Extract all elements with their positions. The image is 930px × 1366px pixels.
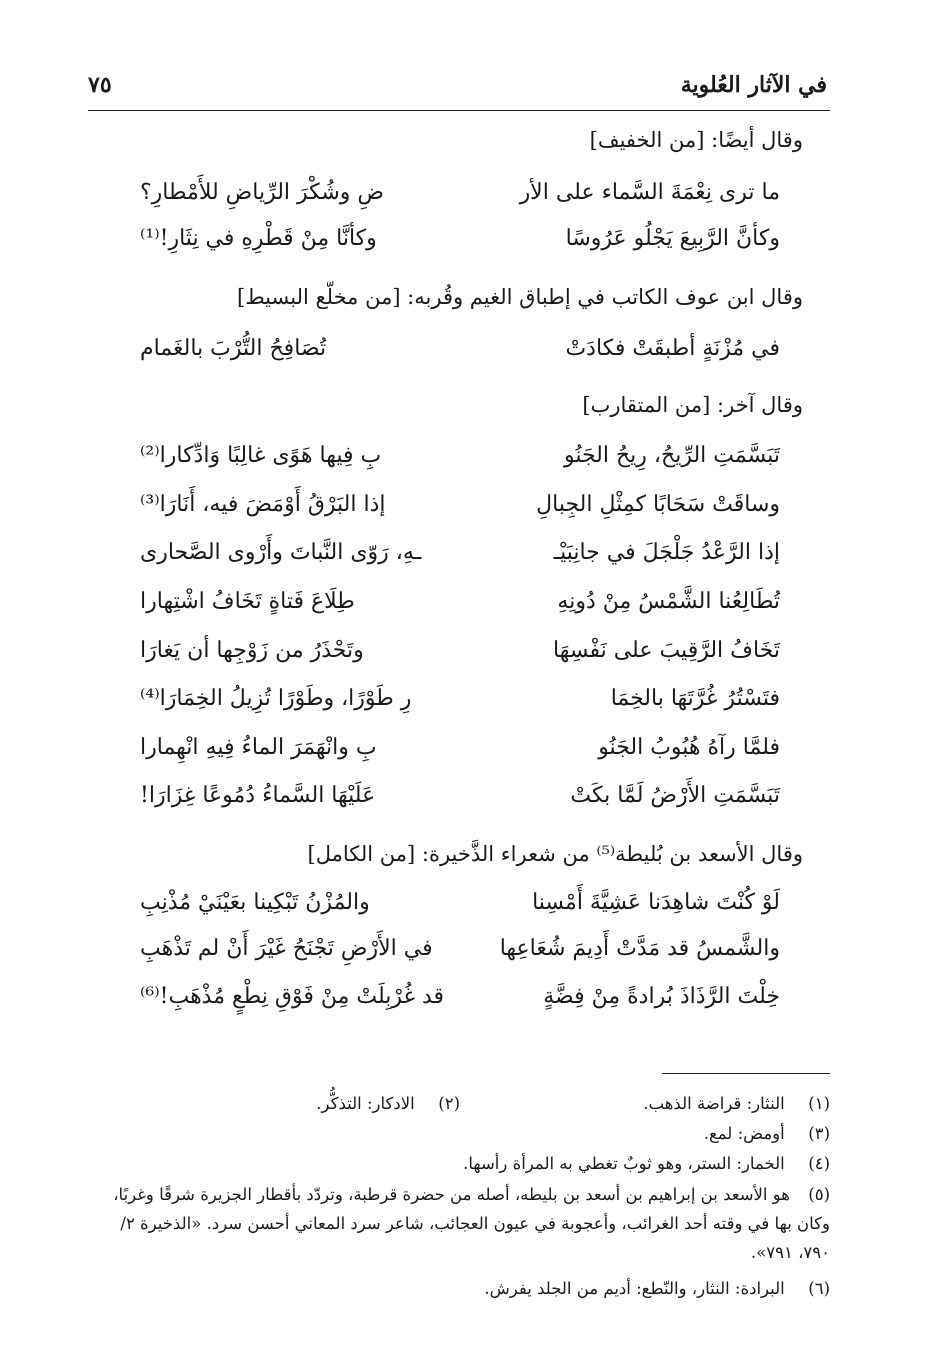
verse-line [140, 492, 780, 532]
second-hemistich: طِلَاعَ فَتاةٍ تَخَافُ اشْتِهارا [140, 589, 355, 614]
verse-line [140, 735, 780, 775]
footnote-text: الخمار: الستر، وهو ثوبٌ تغطي به المرأة رأسها. [463, 1154, 785, 1173]
header-rule [88, 110, 830, 111]
first-hemistich: في مُزْنَةٍ أطبقَتْ فكادَتْ [565, 336, 780, 361]
footnote [316, 1090, 460, 1118]
footnote-text: هو الأسعد بن إبراهيم بن أسعد بن بليطه، أصله من حضرة قرطبة، وتردّد بأقطار الجزيرة شرقًا وغربًا، وكان بها في وقته أحد الغرائب، وأعجوبة في عيون العجائب، شاعر سرد المعاني أحسن سرد. «الذخيرة ٢/ ٧٩٠، ٧٩١». [113, 1185, 830, 1262]
first-hemistich: خِلْتَ الرَّذَاذَ بُرادةً مِنْ فِضَّةٍ [543, 984, 780, 1009]
poem-intro: وقال الأسعد بن بُليطة⁽⁵⁾ من شعراء الذَّخيرة: [من الكامل] [307, 842, 803, 866]
second-hemistich: في الأَرْضِ تَجْنَحُ غَيْرَ أَنْ لم تَذْهَبِ [140, 936, 433, 961]
verse-line [140, 180, 780, 220]
first-hemistich: تَبَسَّمَتِ الأَرْضُ لَمَّا بكَتْ [570, 783, 780, 808]
second-hemistich: رِ طَوْرًا، وطَوْرًا تُزِيلُ الخِمَارَا⁽⁴⁾ [140, 686, 412, 711]
first-hemistich: تُطَالِعُنا الشَّمْسُ مِنْ دُونِهِ [557, 589, 780, 614]
first-hemistich: ما ترى نِعْمَةَ السَّماء على الأر [519, 180, 780, 205]
second-hemistich: وكأنَّا مِنْ قَطْرِهِ في نِثَارِ!⁽¹⁾ [140, 226, 377, 251]
first-hemistich: فلمَّا رآهُ هُبُوبُ الجَنُو [598, 735, 780, 760]
first-hemistich: وكأنَّ الرَّبِيعَ يَجْلُو عَرُوسًا [565, 226, 780, 251]
first-hemistich: إذا الرَّعْدُ جَلْجَلَ في جانِبَيْـ [553, 540, 780, 565]
first-hemistich: لَوْ كُنْتَ شاهِدَنا عَشِيَّةَ أَمْسِنا [532, 890, 780, 915]
second-hemistich: قد غُرْبِلَتْ مِنْ فَوْقِ نِطْعٍ مُذْهَبِ!⁽⁶⁾ [140, 984, 445, 1009]
footnote-text: أومض: لمع. [703, 1124, 785, 1143]
verse-line [140, 638, 780, 678]
first-hemistich: وساقَتْ سَحَابًا كمِثْلِ الجِبالِ [536, 492, 780, 517]
poem-intro: وقال ابن عوف الكاتب في إطباق الغيم وقُربه: [من مخلّع البسيط] [237, 285, 803, 309]
footnote-number: (٢) [438, 1094, 460, 1113]
footnote [484, 1275, 830, 1303]
footnote-rule [662, 1073, 830, 1074]
second-hemistich: وتَحْذَرُ من زَوْجِها أن يَغارَا [140, 638, 364, 663]
second-hemistich: إذا البَرْقُ أَوْمَضَ فيه، أَنَارَا⁽³⁾ [140, 492, 386, 517]
footnote-number: (٦) [808, 1279, 830, 1298]
footnote-number: (٣) [808, 1124, 830, 1143]
first-hemistich: تَخَافُ الرَّقِيبَ على نَفْسِهَا [553, 638, 780, 663]
verse-line [140, 443, 780, 483]
second-hemistich: عَلَيْهَا السَّماءُ دُمُوعًا غِزَارَا! [140, 783, 376, 808]
footnote [100, 1180, 830, 1267]
footnote-number: (١) [808, 1094, 830, 1113]
footnote-text: البرادة: النثار، والنّطع: أديم من الجلد يفرش. [484, 1279, 785, 1298]
first-hemistich: والشَّمسُ قد مَدَّتْ أَدِيمَ شُعَاعِها [499, 936, 780, 961]
poem-intro: وقال أيضًا: [من الخفيف] [589, 128, 803, 152]
verse-line [140, 336, 780, 376]
verse-line [140, 936, 780, 976]
poem-intro: وقال آخر: [من المتقارب] [582, 393, 803, 417]
verse-line [140, 589, 780, 629]
first-hemistich: فتَسْتُرُ غُرَّتَهَا بالخِمَا [610, 686, 780, 711]
second-hemistich: بِ وانْهَمَرَ الماءُ فِيهِ انْهِمارا [140, 735, 377, 760]
second-hemistich: ضِ وشُكْرَ الرِّياضِ للأَمْطارِ؟ [140, 180, 384, 205]
page-number: ٧٥ [88, 72, 112, 98]
verse-line [140, 226, 780, 266]
footnote-text: الادكار: التذكُّر. [316, 1094, 415, 1113]
footnote [643, 1090, 830, 1118]
verse-line [140, 984, 780, 1024]
verse-line [140, 686, 780, 726]
second-hemistich: بِ فِيها هَوًى غالِبًا وَادِّكارا⁽²⁾ [140, 443, 382, 468]
footnote-text: النثار: قراضة الذهب. [643, 1094, 785, 1113]
running-header-title: في الآثار العُلوية [680, 72, 827, 98]
second-hemistich: ـهِ، رَوّى النَّباتَ وأَرْوى الصَّحارى [140, 540, 422, 565]
first-hemistich: تَبَسَّمَتِ الرِّيحُ، رِيحُ الجَنُو [563, 443, 780, 468]
verse-line [140, 540, 780, 580]
verse-line [140, 890, 780, 930]
footnote [704, 1120, 830, 1148]
footnote [463, 1150, 830, 1178]
second-hemistich: تُصَافِحُ التُّرْبَ بالغَمام [140, 336, 327, 361]
footnote-number: (٤) [808, 1154, 830, 1173]
second-hemistich: والمُزْنُ تَبْكِينا بعَيْنَيْ مُذْنِبِ [140, 890, 370, 915]
footnote-number: (٥) [808, 1185, 830, 1204]
verse-line [140, 783, 780, 823]
